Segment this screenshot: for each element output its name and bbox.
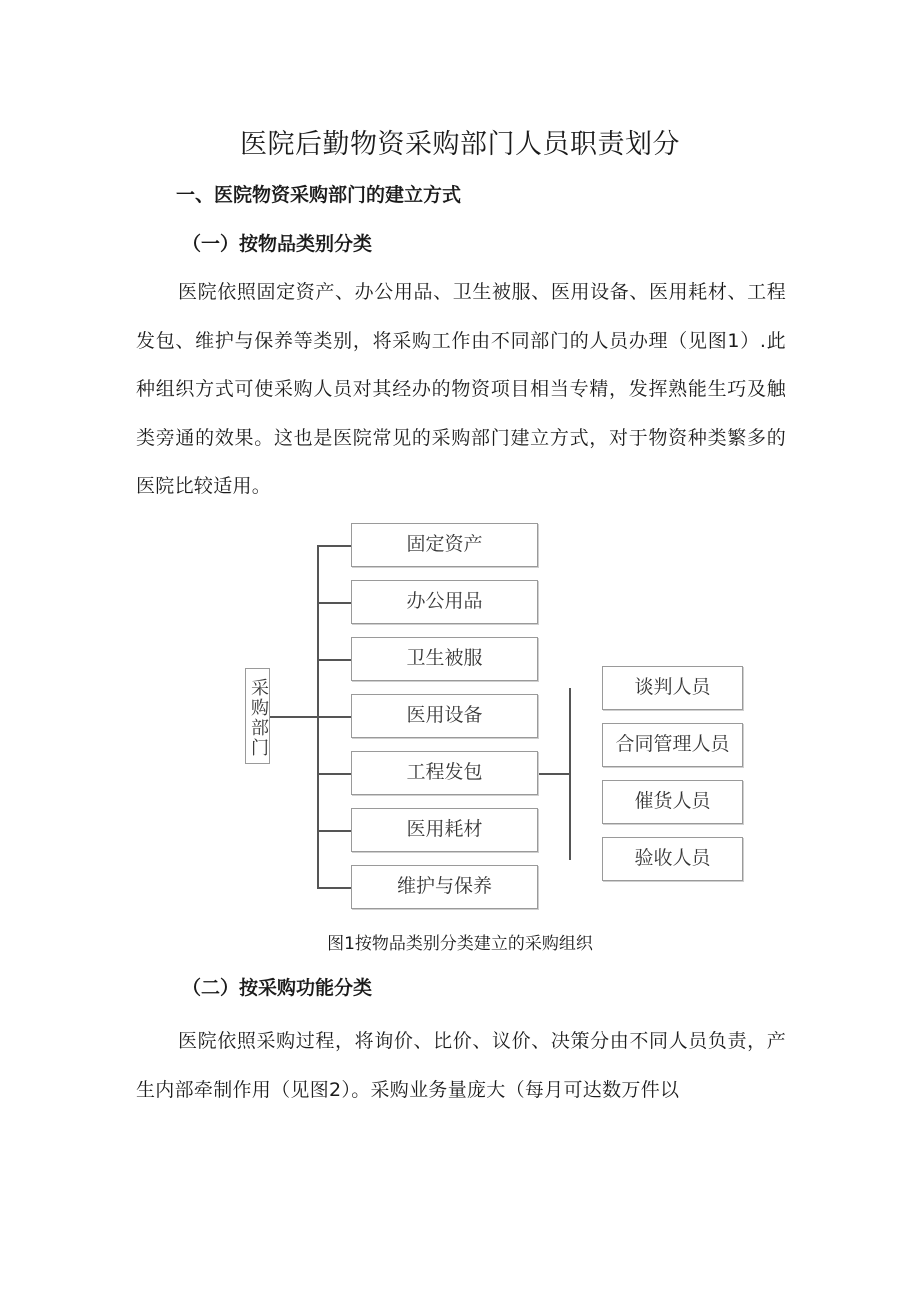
connector-branch (317, 716, 351, 718)
role-box: 谈判人员 (602, 666, 743, 710)
category-box: 固定资产 (351, 523, 538, 567)
category-box: 办公用品 (351, 580, 538, 624)
connector-roles-trunk (569, 688, 571, 860)
department-box: 采购部门 (245, 668, 270, 764)
role-box: 催货人员 (602, 780, 743, 824)
category-box: 医用设备 (351, 694, 538, 738)
subsection-heading-2: （二）按采购功能分类 (182, 977, 373, 999)
connector-dept (270, 716, 318, 718)
subsection-heading-1: （一）按物品类别分类 (182, 233, 373, 255)
connector-branch (317, 659, 351, 661)
connector-branch (317, 830, 351, 832)
page-title: 医院后勤物资采购部门人员职责划分 (240, 129, 680, 160)
role-box: 合同管理人员 (602, 723, 743, 767)
connector-branch (317, 545, 351, 547)
category-box: 工程发包 (351, 751, 538, 795)
connector-branch (317, 887, 351, 889)
connector-to-roles (538, 773, 570, 775)
section-heading: 一、医院物资采购部门的建立方式 (176, 184, 462, 206)
figure-caption: 图1按物品类别分类建立的采购组织 (327, 934, 593, 954)
connector-branch (317, 773, 351, 775)
paragraph-2: 医院依照采购过程，将询价、比价、议价、决策分由不同人员负责，产生内部牵制作用（见图2）。采购业务量庞大（每月可达数万件以 (136, 1030, 786, 1101)
category-box: 卫生被服 (351, 637, 538, 681)
category-box: 医用耗材 (351, 808, 538, 852)
connector-trunk (317, 545, 319, 888)
connector-branch (317, 602, 351, 604)
role-box: 验收人员 (602, 837, 743, 881)
category-box: 维护与保养 (351, 865, 538, 909)
paragraph-1: 医院依照固定资产、办公用品、卫生被服、医用设备、医用耗材、工程发包、维护与保养等类别，将采购工作由不同部门的人员办理（见图1）.此种组织方式可使采购人员对其经办的物资项目相当专精，发挥熟能生巧及触类旁通的效果。这也是医院常见的采购部门建立方式，对于物资种类繁多的医院比较适用。 (136, 281, 786, 497)
